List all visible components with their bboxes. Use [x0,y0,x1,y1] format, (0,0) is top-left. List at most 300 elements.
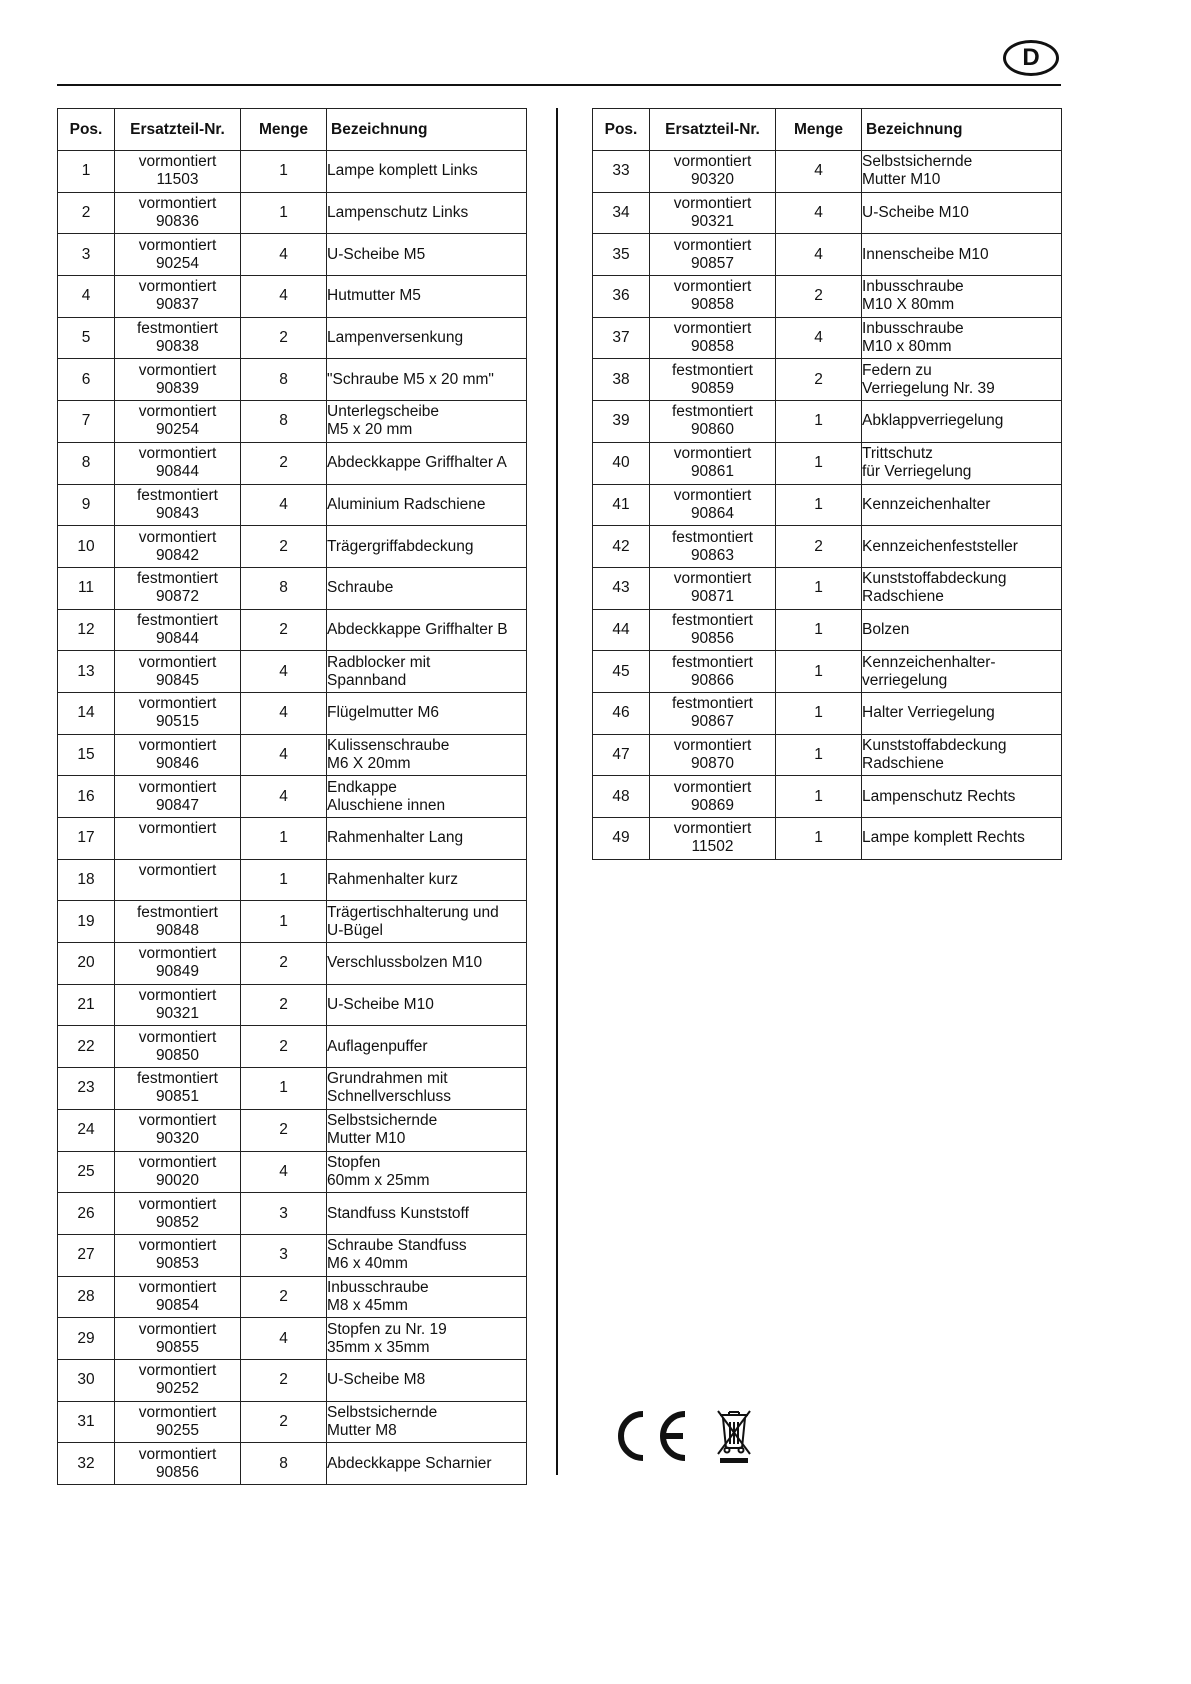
cell-part-no [115,609,241,651]
cell-pos: 37 [593,317,650,359]
cell-description: Verschlussbolzen M10 [327,943,527,985]
cell-pos: 2 [58,192,115,234]
cell-qty: 1 [776,692,862,734]
cell-description: Selbstsichernde Mutter M8 [327,1401,527,1443]
table-row [58,901,527,943]
table-row [593,151,1062,193]
part-status: vormontiert [138,1362,217,1380]
cell-pos: 27 [58,1234,115,1276]
cell-qty: 4 [241,1318,327,1360]
cell-description: Radblocker mit Spannband [327,651,527,693]
part-status: festmontiert [672,611,753,629]
cell-part-no [115,1193,241,1235]
cell-description: Hutmutter M5 [327,276,527,318]
cell-qty: 2 [241,609,327,651]
cell-qty: 2 [241,1401,327,1443]
cell-part-no [650,609,776,651]
table-row [593,192,1062,234]
cell-description: Grundrahmen mit Schnellverschluss [327,1068,527,1110]
cell-part-no [115,1026,241,1068]
table-row [58,1234,527,1276]
cell-qty: 4 [241,276,327,318]
cell-description: Abklappverriegelung [862,401,1062,443]
cell-pos: 5 [58,317,115,359]
table-row [58,609,527,651]
cell-qty: 2 [241,1026,327,1068]
cell-description: Stopfen zu Nr. 19 35mm x 35mm [327,1318,527,1360]
table-row [593,401,1062,443]
cell-part-no [115,651,241,693]
cell-pos: 31 [58,1401,115,1443]
cell-pos: 23 [58,1068,115,1110]
part-status: vormontiert [673,820,752,838]
part-status: vormontiert [673,778,752,796]
cell-qty: 1 [241,901,327,943]
col-header-description: Bezeichnung [327,109,527,151]
part-status: vormontiert [673,736,752,754]
part-number: 90837 [155,296,200,314]
cell-description: Kulissenschraube M6 X 20mm [327,734,527,776]
part-status: vormontiert [138,1278,217,1296]
part-number: 90859 [690,379,735,397]
cell-part-no [115,692,241,734]
table-row [593,484,1062,526]
part-number: 90254 [155,421,200,439]
part-number: 90849 [155,963,200,981]
cell-description: Schraube Standfuss M6 x 40mm [327,1234,527,1276]
cell-qty: 1 [241,1068,327,1110]
table-row [58,818,527,860]
cell-part-no [650,526,776,568]
part-number: 90852 [155,1213,200,1231]
part-status: vormontiert [673,236,752,254]
cell-part-no [650,359,776,401]
table-row [58,442,527,484]
cell-qty: 1 [776,651,862,693]
cell-qty: 2 [241,984,327,1026]
table-row [593,609,1062,651]
cell-pos: 11 [58,567,115,609]
weee-crossed-bin-icon [718,1411,750,1463]
cell-part-no [115,276,241,318]
table-row [58,734,527,776]
cell-pos: 40 [593,442,650,484]
part-status: festmontiert [137,1070,218,1088]
cell-part-no [650,651,776,693]
col-header-pos: Pos. [58,109,115,151]
part-number: 90854 [155,1296,200,1314]
cell-pos: 44 [593,609,650,651]
cell-part-no [650,734,776,776]
table-row [58,1151,527,1193]
part-number: 90856 [155,1463,200,1481]
parts-table-left [57,108,527,1485]
cell-description: Schraube [327,567,527,609]
table-row [58,1068,527,1110]
cell-pos: 32 [58,1443,115,1485]
part-number: 90836 [155,213,200,231]
table-row [58,1443,527,1485]
cell-part-no [115,359,241,401]
cell-part-no [650,692,776,734]
language-badge [1003,40,1059,76]
parts-table-right [592,108,1062,860]
part-status: festmontiert [672,403,753,421]
part-status: festmontiert [672,528,753,546]
cell-description: Trittschutz für Verriegelung [862,442,1062,484]
cell-description: Innenscheibe M10 [862,234,1062,276]
cell-pos: 26 [58,1193,115,1235]
table-row [58,526,527,568]
cell-qty: 1 [241,859,327,901]
table-row [58,401,527,443]
cell-pos: 48 [593,776,650,818]
cell-qty: 3 [241,1193,327,1235]
part-number: 90254 [155,254,200,272]
cell-pos: 15 [58,734,115,776]
cell-description: Lampe komplett Rechts [862,818,1062,860]
cell-pos: 28 [58,1276,115,1318]
part-number: 90857 [690,254,735,272]
cell-description: U-Scheibe M10 [327,984,527,1026]
part-number: 90845 [155,671,200,689]
cell-qty: 4 [241,734,327,776]
cell-description: U-Scheibe M10 [862,192,1062,234]
cell-part-no [115,442,241,484]
cell-description: Inbusschraube M8 x 45mm [327,1276,527,1318]
cell-qty: 8 [241,401,327,443]
part-number: 90867 [690,713,735,731]
cell-description: Abdeckkappe Griffhalter A [327,442,527,484]
cell-part-no [650,151,776,193]
part-number: 90864 [690,504,735,522]
part-number: 90844 [155,463,200,481]
table-header-row [58,109,527,151]
part-number: 90839 [155,379,200,397]
part-status: vormontiert [673,320,752,338]
cell-qty: 2 [241,442,327,484]
column-divider [556,108,558,1475]
cell-part-no [650,567,776,609]
cell-part-no [115,776,241,818]
cell-part-no [115,1318,241,1360]
part-status: vormontiert [138,1445,217,1463]
table-row [58,359,527,401]
cell-pos: 30 [58,1359,115,1401]
part-number: 90853 [155,1255,200,1273]
part-status: vormontiert [138,278,217,296]
table-row [593,442,1062,484]
cell-part-no [115,192,241,234]
part-number: 90872 [155,588,200,606]
part-number: 90866 [690,671,735,689]
cell-description: Lampenschutz Links [327,192,527,234]
header-rule [57,84,1061,86]
col-header-pos: Pos. [593,109,650,151]
table-row [58,151,527,193]
cell-description: Kennzeichenfeststeller [862,526,1062,568]
part-status: vormontiert [673,153,752,171]
cell-qty: 4 [776,317,862,359]
cell-part-no [115,401,241,443]
cell-pos: 3 [58,234,115,276]
cell-pos: 14 [58,692,115,734]
cell-pos: 34 [593,192,650,234]
table-row [58,484,527,526]
part-status: vormontiert [138,820,217,837]
cell-qty: 2 [241,1276,327,1318]
cell-pos: 41 [593,484,650,526]
part-status: vormontiert [673,278,752,296]
part-status: festmontiert [137,611,218,629]
cell-qty: 4 [241,1151,327,1193]
cell-part-no [650,442,776,484]
cell-part-no [115,1443,241,1485]
part-number: 90871 [690,588,735,606]
cell-description: "Schraube M5 x 20 mm" [327,359,527,401]
table-row [593,776,1062,818]
cell-description: Kunststoffabdeckung Radschiene [862,567,1062,609]
part-status: vormontiert [138,778,217,796]
table-row [593,734,1062,776]
cell-qty: 1 [776,609,862,651]
cell-pos: 8 [58,442,115,484]
part-number: 90842 [155,546,200,564]
cell-part-no [650,234,776,276]
cell-qty: 4 [241,484,327,526]
table-row [58,1193,527,1235]
table-row [58,859,527,901]
cell-part-no [115,901,241,943]
part-status: vormontiert [138,528,217,546]
part-status: vormontiert [138,445,217,463]
part-number: 90843 [155,504,200,522]
cell-pos: 12 [58,609,115,651]
cell-pos: 42 [593,526,650,568]
part-number: 90321 [155,1005,200,1023]
cell-description: Rahmenhalter kurz [327,859,527,901]
part-number: 90848 [155,921,200,939]
cell-part-no [115,984,241,1026]
part-status: vormontiert [673,195,752,213]
part-number: 90846 [155,754,200,772]
part-status: vormontiert [138,653,217,671]
table-row [58,1276,527,1318]
ce-mark-icon [621,1414,685,1458]
cell-qty: 1 [776,484,862,526]
part-status: vormontiert [138,195,217,213]
cell-description: Abdeckkappe Griffhalter B [327,609,527,651]
cell-part-no [115,317,241,359]
table-row [593,651,1062,693]
cell-qty: 1 [241,818,327,860]
part-status: vormontiert [138,1195,217,1213]
part-number: 90838 [155,338,200,356]
col-header-part-no: Ersatzteil-Nr. [650,109,776,151]
part-number: 90858 [690,338,735,356]
col-header-part-no: Ersatzteil-Nr. [115,109,241,151]
part-number: 90858 [690,296,735,314]
cell-part-no [115,484,241,526]
cell-part-no [115,567,241,609]
part-status: festmontiert [672,361,753,379]
cell-pos: 10 [58,526,115,568]
cell-part-no [115,1401,241,1443]
table-row [58,984,527,1026]
cell-part-no [115,1359,241,1401]
cell-pos: 24 [58,1109,115,1151]
col-header-description: Bezeichnung [862,109,1062,151]
cell-description: U-Scheibe M8 [327,1359,527,1401]
cell-part-no [650,192,776,234]
cell-qty: 1 [776,442,862,484]
cell-description: Lampenschutz Rechts [862,776,1062,818]
part-number: 90850 [155,1046,200,1064]
cell-pos: 18 [58,859,115,901]
language-badge-label: D [1022,44,1040,71]
cell-qty: 2 [241,1359,327,1401]
cell-qty: 3 [241,1234,327,1276]
cell-pos: 9 [58,484,115,526]
cell-part-no [650,484,776,526]
cell-description: Aluminium Radschiene [327,484,527,526]
part-status: vormontiert [138,1112,217,1130]
cell-part-no [115,859,241,901]
part-status: vormontiert [673,570,752,588]
cell-qty: 1 [241,151,327,193]
cell-description: Rahmenhalter Lang [327,818,527,860]
part-number: 90861 [690,463,735,481]
cell-pos: 43 [593,567,650,609]
part-number: 90844 [155,629,200,647]
part-status: vormontiert [673,445,752,463]
cell-pos: 25 [58,1151,115,1193]
cell-qty: 4 [241,234,327,276]
cell-part-no [650,401,776,443]
table-row [58,1359,527,1401]
table-row [593,526,1062,568]
table-row [593,276,1062,318]
cell-pos: 35 [593,234,650,276]
part-number: 90855 [155,1338,200,1356]
part-number: 90856 [690,629,735,647]
cell-description: Lampe komplett Links [327,151,527,193]
part-number: 90020 [155,1171,200,1189]
cell-qty: 8 [241,1443,327,1485]
part-number: 11503 [156,171,199,189]
part-status: festmontiert [672,653,753,671]
table-header-row [593,109,1062,151]
table-row [58,234,527,276]
cell-description: Endkappe Aluschiene innen [327,776,527,818]
cell-description: Stopfen 60mm x 25mm [327,1151,527,1193]
table-row [58,943,527,985]
part-status: vormontiert [138,695,217,713]
cell-pos: 13 [58,651,115,693]
cell-description: Kennzeichenhalter [862,484,1062,526]
table-row [58,651,527,693]
part-status: vormontiert [138,1153,217,1171]
part-number: 90869 [690,796,735,814]
table-row [58,776,527,818]
cell-pos: 19 [58,901,115,943]
cell-part-no [115,818,241,860]
cell-description: Inbusschraube M10 x 80mm [862,317,1062,359]
cell-description: Federn zu Verriegelung Nr. 39 [862,359,1062,401]
cell-qty: 4 [776,151,862,193]
part-status: vormontiert [138,361,217,379]
part-status: festmontiert [137,320,218,338]
cell-part-no [650,276,776,318]
part-number: 90515 [155,713,200,731]
cell-qty: 2 [776,359,862,401]
part-number: 90860 [690,421,735,439]
cell-pos: 29 [58,1318,115,1360]
cell-qty: 1 [776,776,862,818]
cell-part-no [650,818,776,860]
cell-qty: 4 [241,692,327,734]
table-row [58,1026,527,1068]
cell-pos: 16 [58,776,115,818]
cell-pos: 49 [593,818,650,860]
cell-part-no [115,943,241,985]
cell-pos: 38 [593,359,650,401]
cell-qty: 4 [241,776,327,818]
col-header-qty: Menge [241,109,327,151]
part-status: vormontiert [138,1028,217,1046]
cell-description: Bolzen [862,609,1062,651]
table-row [58,1109,527,1151]
part-status: vormontiert [138,153,217,171]
cell-part-no [115,1234,241,1276]
cell-qty: 1 [776,734,862,776]
cell-part-no [115,151,241,193]
table-row [58,1318,527,1360]
part-status: vormontiert [138,987,217,1005]
col-header-qty: Menge [776,109,862,151]
cell-qty: 2 [776,526,862,568]
cell-pos: 21 [58,984,115,1026]
table-row [593,234,1062,276]
table-row [58,276,527,318]
table-row [593,818,1062,860]
cell-qty: 1 [776,567,862,609]
part-number: 90320 [690,171,735,189]
cell-pos: 17 [58,818,115,860]
part-number: 90851 [155,1088,200,1106]
certification-marks [617,1406,757,1466]
cell-part-no [650,776,776,818]
cell-description: Lampenversenkung [327,317,527,359]
part-number: 90847 [155,796,200,814]
cell-part-no [115,526,241,568]
cell-pos: 46 [593,692,650,734]
table-row [593,567,1062,609]
cell-qty: 8 [241,567,327,609]
cell-pos: 22 [58,1026,115,1068]
cell-description: Trägertischhalterung und U-Bügel [327,901,527,943]
table-row [58,192,527,234]
part-status: vormontiert [138,236,217,254]
cell-part-no [115,1151,241,1193]
cell-qty: 2 [776,276,862,318]
part-status: vormontiert [138,1403,217,1421]
cell-qty: 8 [241,359,327,401]
part-number: 90321 [690,213,735,231]
cell-description: Abdeckkappe Scharnier [327,1443,527,1485]
cell-qty: 4 [241,651,327,693]
cell-qty: 2 [241,526,327,568]
